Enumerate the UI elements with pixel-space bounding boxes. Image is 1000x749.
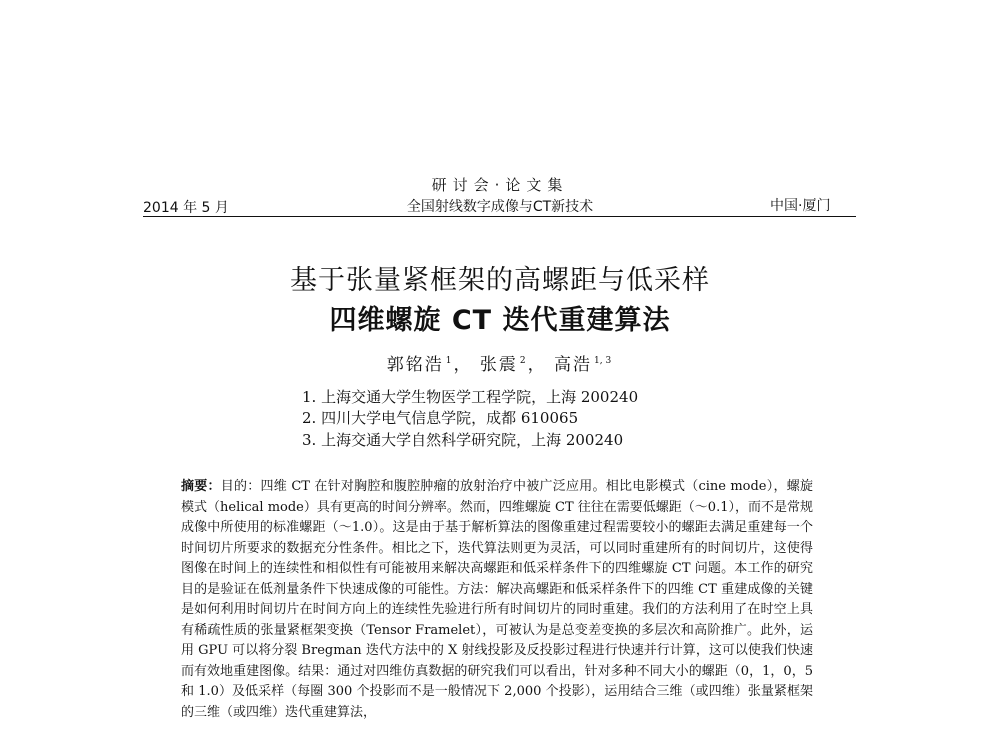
proceedings-header: 研讨会·论文集 <box>431 176 569 194</box>
affiliation: 1. 上海交通大学生物医学工程学院，上海 200240 <box>302 388 639 406</box>
abstract-text: 目的：四维 CT 在针对胸腔和腹腔肿瘤的放射治疗中被广泛应用。相比电影模式（cine mode），螺旋模式（helical mode）具有更高的时间分辨率。然而，四维螺旋 CT 往往在需要低螺距（～0.1），而不是常规成像中所使用的标准螺距（～1.0）。这是由于基于解析算法的图像重建过程需要较小的螺距去满足重建每一个时间切片所要求的数据充分性条件。相比之下，迭代算法则更为灵活，可以同时重建所有的时间切片，这使得图像在时间上的连续性和相似性有可能被用来解决高螺距和低采样条件下的四维螺旋 CT 问题。本工作的研究目的是验证在低剂量条件下快速成像的可能性。方法：解决高螺距和低采样条件下的四维 CT 重建成像的关键是如何利用时间切片在时间方向上的连续性先验进行所有时间切片的同时重建。我们的方法利用了在时空上具有稀疏性质的张量紧框架变换（Tensor Framelet），可被认为是总变差变换的多层次和高阶推广。此外，运用 GPU 可以将分裂 Bregman 迭代方法中的 X 射线投影及反投影过程进行快速并行计算，这可以使我们快速而有效地重建图像。结果：通过对四维仿真数据的研究我们可以看出，针对多种不同大小的螺距（0，1，0，5 和 1.0）及低采样（每圈 300 个投影而不是一般情况下 2,000 个投影），运用结合三维（或四维）张量紧框架的三维（或四维）迭代重建算法， <box>181 479 813 720</box>
paper-title-line-2: 四维螺旋 CT 迭代重建算法 <box>329 305 671 336</box>
author-name: 高浩 <box>554 355 593 375</box>
author-affiliation-mark: 1 <box>445 356 452 367</box>
abstract-label: 摘要： <box>181 479 221 494</box>
conference-location: 中国·厦门 <box>770 198 831 214</box>
author-name: 张震 <box>479 355 518 375</box>
conference-date: 2014 年 5 月 <box>143 200 229 216</box>
paper-title-line-1: 基于张量紧框架的高螺距与低采样 <box>290 265 710 296</box>
author-list: 郭铭浩 $^1$ ， 张震 $^2$ ， 高浩 $^{1, 3}$ <box>386 355 612 375</box>
author-affiliation-mark: 2 <box>519 356 526 367</box>
affiliation: 3. 上海交通大学自然科学研究院，上海 200240 <box>302 431 624 449</box>
author-affiliation-mark: 1, 3 <box>594 356 612 367</box>
header-divider <box>143 216 856 217</box>
affiliation: 2. 四川大学电气信息学院，成都 610065 <box>302 409 579 427</box>
conference-name: 全国射线数字成像与CT新技术 <box>406 199 594 215</box>
abstract <box>181 477 813 723</box>
author-name: 郭铭浩 <box>386 355 444 375</box>
